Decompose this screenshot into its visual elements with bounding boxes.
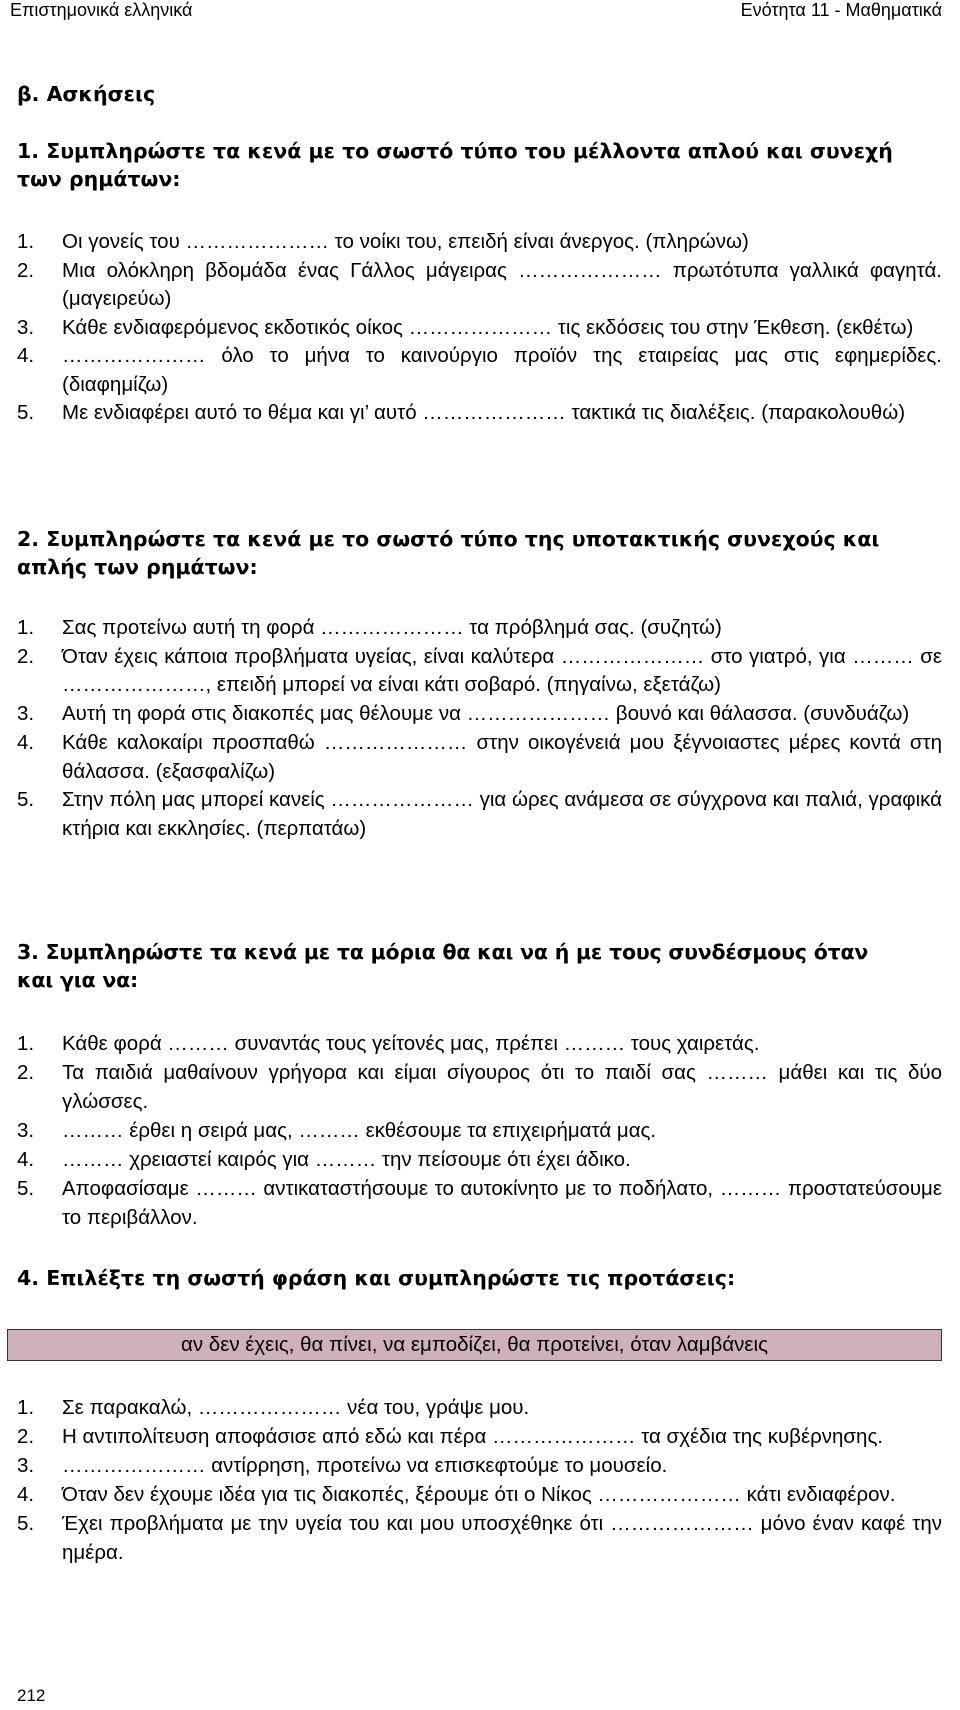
list-item (17, 314, 942, 343)
item-text: Οι γονείς του ………………… το νοίκι του, επειδή είναι άνεργος. (πληρώνω) (62, 230, 749, 253)
item-number: 4. (17, 1483, 35, 1506)
exercise3-list (17, 1029, 942, 1232)
item-number: 3. (17, 315, 35, 339)
exercise4-list (17, 1393, 942, 1567)
exercise1-title (17, 137, 893, 193)
item-text: Κάθε καλοκαίρι προσπαθώ ………………… στην οικογένειά μου ξέγνοιαστες μέρες κοντά στη θάλασσα. (εξασφαλίζω) (62, 730, 942, 783)
list-item (17, 643, 942, 700)
item-text: Κάθε φορά ……… συναντάς τους γείτονές μας, πρέπει ……… τους χαιρετάς. (62, 1032, 760, 1055)
item-text: ……… χρειαστεί καιρός για ……… την πείσουμε ότι έχει άδικο. (62, 1148, 631, 1171)
page-number: 212 (17, 1686, 46, 1705)
list-item (17, 1058, 942, 1116)
item-number: 1. (17, 1396, 35, 1419)
item-number: 2. (17, 1061, 35, 1084)
phrase-box: αν δεν έχεις, θα πίνει, να εμποδίζει, θα προτείνει, όταν λαμβάνεις (7, 1329, 942, 1361)
header-right-title: Ενότητα 11 - Μαθηματικά (740, 0, 942, 20)
exercise4-title: 4. Επιλέξτε τη σωστή φράση και συμπληρώστε τις προτάσεις: (17, 1266, 736, 1290)
exercise1-title-line2: των ρημάτων: (17, 167, 181, 191)
exercise1-title-line1: 1. Συμπληρώστε τα κενά με το σωστό τύπο του μέλλοντα απλού και συνεχή (17, 139, 893, 163)
list-item (17, 1174, 942, 1232)
list-item (17, 399, 942, 428)
item-text: Αυτή τη φορά στις διακοπές μας θέλουμε να ………………… βουνό και θάλασσα. (συνδυάζω) (62, 702, 910, 726)
item-number: 5. (17, 401, 35, 424)
item-number: 5. (17, 1512, 35, 1535)
item-text: Έχει προβλήματα με την υγεία του και μου υποσχέθηκε ότι ………………… μόνο έναν καφέ την ημέρα. (62, 1512, 942, 1564)
list-item (17, 257, 942, 314)
exercise1-list (17, 228, 942, 428)
exercise2-title-line2: απλής των ρημάτων: (17, 555, 258, 579)
list-item (17, 1480, 942, 1509)
item-number: 3. (17, 702, 35, 726)
exercise2-title (17, 525, 879, 581)
item-text: Σε παρακαλώ, ………………… νέα του, γράψε μου. (62, 1396, 530, 1419)
item-number: 2. (17, 644, 35, 668)
exercise2-title-line1: 2. Συμπληρώστε τα κενά με το σωστό τύπο της υποτακτικής συνεχούς και (17, 527, 880, 551)
exercise3-title-line2: και για να: (17, 968, 138, 992)
item-number: 5. (17, 788, 35, 812)
list-item (17, 1145, 942, 1174)
exercise3-title-line1: 3. Συμπληρώστε τα κενά με τα μόρια θα και να ή με τους συνδέσμους όταν (17, 940, 869, 964)
item-text: Στην πόλη μας μπορεί κανείς ………………… για ώρες ανάμεσα σε σύγχρονα και παλιά, γραφικά κτήρια και εκκλησίες. (περπατάω) (62, 788, 942, 840)
item-text: ………………… αντίρρηση, προτείνω να επισκεφτούμε το μουσείο. (62, 1454, 668, 1477)
list-item (17, 1029, 942, 1058)
item-text: Η αντιπολίτευση αποφάσισε από εδώ και πέρα ………………… τα σχέδια της κυβέρνησης. (62, 1425, 884, 1448)
item-number: 3. (17, 1454, 35, 1477)
item-text: Με ενδιαφέρει αυτό το θέμα και γι’ αυτό ………………… τακτικά τις διαλέξεις. (παρακολουθώ) (62, 401, 906, 424)
list-item (17, 614, 942, 643)
item-text: Σας προτείνω αυτή τη φορά ………………… τα πρόβλημά σας. (συζητώ) (62, 616, 722, 639)
item-number: 3. (17, 1119, 35, 1142)
item-text: ……… έρθει η σειρά μας, ……… εκθέσουμε τα επιχειρήματά μας. (62, 1119, 657, 1142)
item-number: 1. (17, 1032, 35, 1055)
item-text: Κάθε ενδιαφερόμενος εκδοτικός οίκος ………………… τις εκδόσεις του στην Έκθεση. (εκθέτω) (62, 315, 914, 339)
item-number: 5. (17, 1177, 35, 1200)
item-text: ………………… όλο το μήνα το καινούργιο προϊόν της εταιρείας μας στις εφημερίδες. (διαφημίζω) (62, 344, 942, 396)
item-text: Μια ολόκληρη βδομάδα ένας Γάλλος μάγειρας ………………… πρωτότυπα γαλλικά φαγητά. (μαγειρεύω) (62, 258, 942, 310)
item-number: 1. (17, 230, 35, 253)
list-item (17, 1509, 942, 1567)
list-item (17, 342, 942, 399)
list-item (17, 1422, 942, 1451)
item-number: 4. (17, 344, 35, 367)
exercise3-title (17, 938, 868, 994)
list-item (17, 1393, 942, 1422)
item-number: 4. (17, 1148, 35, 1171)
item-text: Όταν δεν έχουμε ιδέα για τις διακοπές, ξέρουμε ότι ο Νίκος ………………… κάτι ενδιαφέρον. (62, 1483, 896, 1506)
item-text: Αποφασίσαμε ……… αντικαταστήσουμε το αυτοκίνητο με το ποδήλατο, ……… προστατεύσουμε το περιβάλλον. (62, 1177, 942, 1229)
list-item (17, 1116, 942, 1145)
list-item (17, 786, 942, 843)
item-number: 2. (17, 1425, 35, 1448)
list-item (17, 700, 942, 729)
exercise2-list (17, 614, 942, 844)
item-number: 2. (17, 258, 35, 282)
header-left-title: Επιστημονικά ελληνικά (10, 0, 193, 20)
section-heading: β. Ασκήσεις (17, 82, 156, 106)
item-text: Τα παιδιά μαθαίνουν γρήγορα και είμαι σίγουρος ότι το παιδί σας ……… μάθει και τις δύο γλώσσες. (62, 1061, 942, 1113)
item-number: 1. (17, 616, 35, 639)
item-text: Όταν έχεις κάποια προβλήματα υγείας, είναι καλύτερα ………………… στο γιατρό, για ……… σε …………………, επειδή μπορεί να είναι κάτι σοβαρό. (πηγαίνω, εξετάζω) (62, 644, 942, 697)
list-item (17, 729, 942, 786)
list-item (17, 1451, 942, 1480)
item-number: 4. (17, 730, 35, 754)
list-item (17, 228, 942, 257)
